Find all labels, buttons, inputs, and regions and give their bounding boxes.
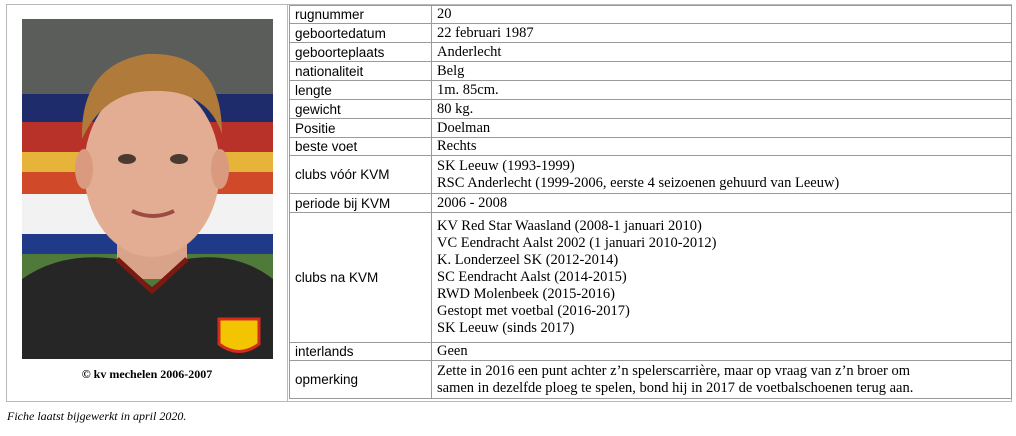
info-row — [290, 119, 1012, 138]
info-label: periode bij KVM — [290, 194, 432, 213]
info-value — [432, 24, 1012, 43]
info-value — [432, 156, 1012, 194]
info-value-line: RSC Anderlecht (1999-2006, eerste 4 seizoenen gehuurd van Leeuw) — [437, 174, 840, 191]
info-row — [290, 100, 1012, 119]
info-value-line: Doelman — [437, 119, 491, 136]
info-value — [432, 100, 1012, 119]
info-label: geboortedatum — [290, 24, 432, 43]
last-updated-note: Fiche laatst bijgewerkt in april 2020. — [7, 409, 187, 423]
info-value-line: Zette in 2016 een punt achter z’n spelerscarrière, maar op vraag van z’n broer om — [437, 362, 911, 379]
info-label: gewicht — [290, 100, 432, 119]
info-value-line: 22 februari 1987 — [437, 24, 534, 41]
info-value — [432, 119, 1012, 138]
info-label: rugnummer — [290, 6, 432, 24]
info-value-line: Belg — [437, 62, 465, 79]
info-row — [290, 343, 1012, 361]
info-value — [432, 81, 1012, 100]
info-value-line: SC Eendracht Aalst (2014-2015) — [437, 269, 627, 285]
info-label: lengte — [290, 81, 432, 100]
info-value-line: K. Londerzeel SK (2012-2014) — [437, 252, 619, 268]
info-label: clubs vóór KVM — [290, 156, 432, 194]
info-row — [290, 194, 1012, 213]
photo-cell — [7, 5, 288, 401]
info-label: opmerking — [290, 361, 432, 399]
info-value-line: KV Red Star Waasland (2008-1 januari 2010) — [437, 218, 702, 234]
info-value — [432, 213, 1012, 343]
info-value-line: 2006 - 2008 — [437, 194, 508, 211]
profile-card — [6, 4, 1012, 402]
info-row — [290, 213, 1012, 343]
info-value — [432, 361, 1012, 399]
info-row — [290, 156, 1012, 194]
info-row — [290, 6, 1012, 24]
info-value-line: 1m. 85cm. — [437, 81, 499, 98]
info-label: geboorteplaats — [290, 43, 432, 62]
photo-credit: © kv mechelen 2006-2007 — [81, 367, 213, 381]
info-value-line: Rechts — [437, 138, 477, 154]
info-value — [432, 62, 1012, 81]
info-label: Positie — [290, 119, 432, 138]
info-row — [290, 81, 1012, 100]
info-label: interlands — [290, 343, 432, 361]
player-photo — [22, 19, 273, 359]
info-value-line: samen in dezelfde ploeg te spelen, bond hij in 2017 de voetbalschoenen terug aan. — [437, 379, 914, 396]
info-value-line: 20 — [437, 6, 452, 22]
info-value-line: 80 kg. — [437, 100, 474, 117]
info-value — [432, 138, 1012, 156]
info-row — [290, 62, 1012, 81]
info-label: clubs na KVM — [290, 213, 432, 343]
info-value — [432, 43, 1012, 62]
info-row — [290, 24, 1012, 43]
info-value-line: SK Leeuw (sinds 2017) — [437, 320, 575, 336]
info-value-line: RWD Molenbeek (2015-2016) — [437, 286, 615, 302]
info-value — [432, 343, 1012, 361]
info-value — [432, 194, 1012, 213]
info-value-line: Anderlecht — [437, 43, 502, 60]
info-label: beste voet — [290, 138, 432, 156]
info-value-line: VC Eendracht Aalst 2002 (1 januari 2010-2012) — [437, 235, 717, 251]
info-value-line: Gestopt met voetbal (2016-2017) — [437, 303, 630, 319]
info-value-line: Geen — [437, 343, 468, 359]
info-row — [290, 361, 1012, 399]
player-info-table — [289, 5, 1012, 399]
info-label: nationaliteit — [290, 62, 432, 81]
info-value — [432, 6, 1012, 24]
info-value-line: SK Leeuw (1993-1999) — [437, 157, 575, 174]
info-row — [290, 43, 1012, 62]
info-row — [290, 138, 1012, 156]
